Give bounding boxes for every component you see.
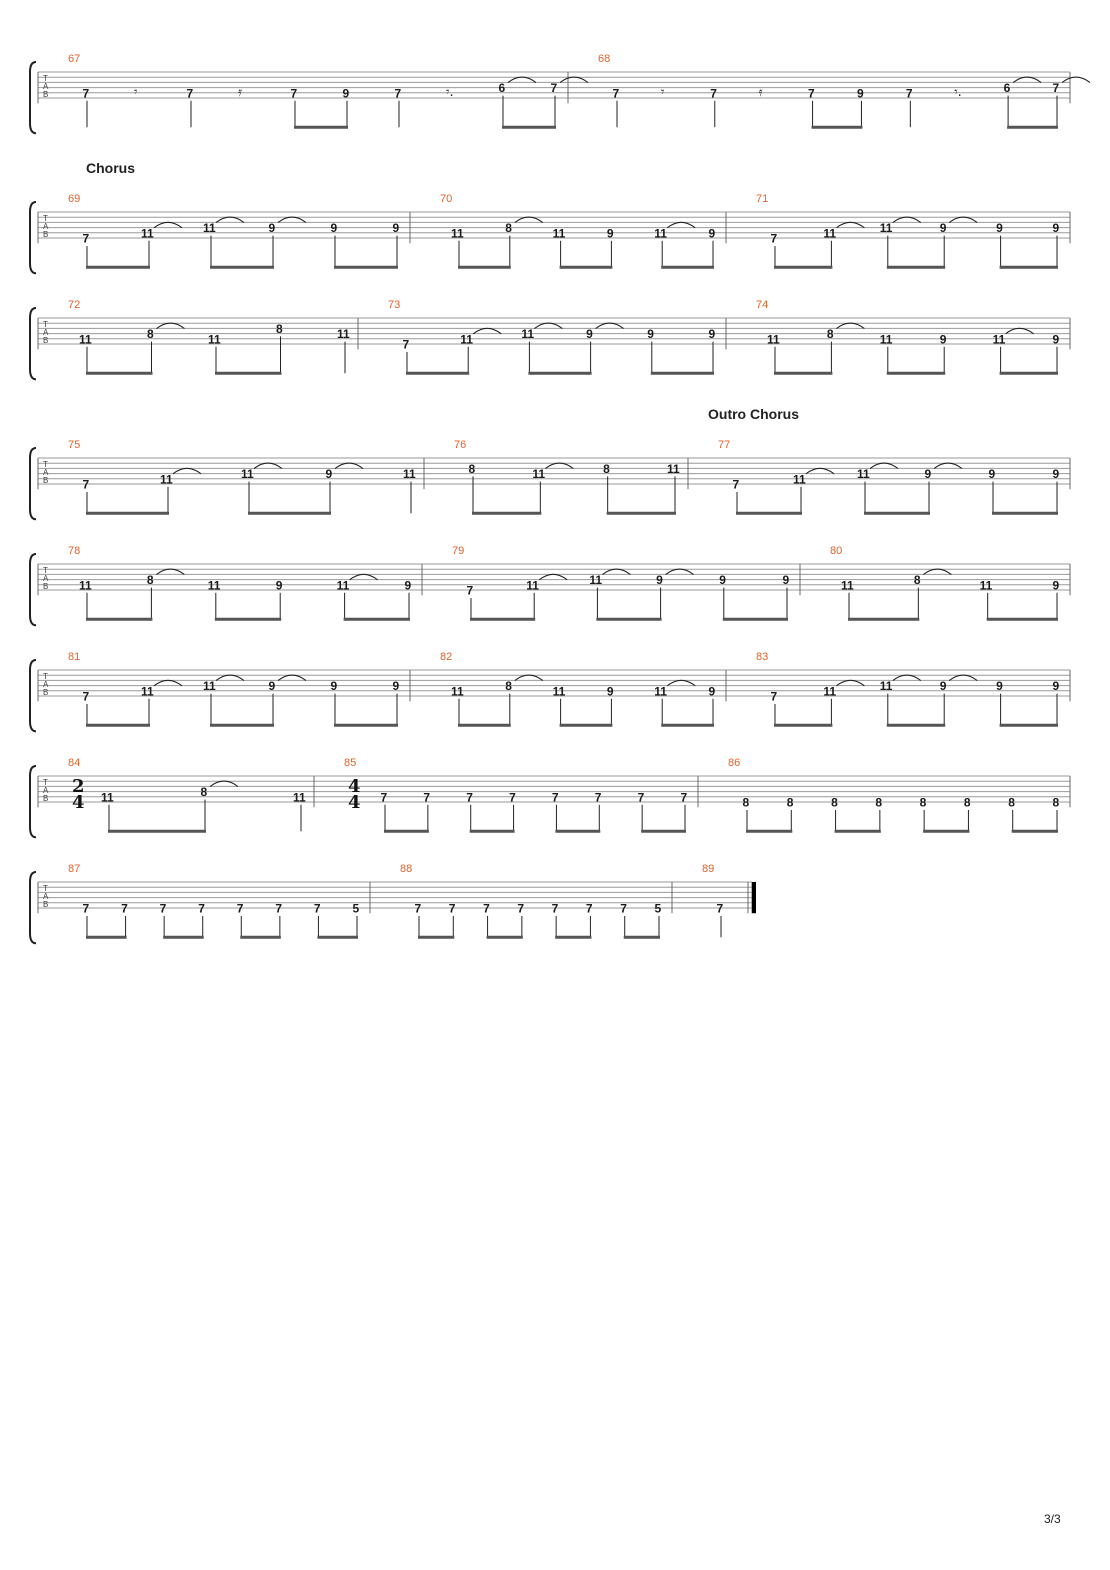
fret-number: 9 [939,221,947,236]
fret-number: 5 [352,901,360,916]
fret-number: 11 [336,578,350,593]
fret-number: 11 [337,327,350,342]
fret-number: 7 [551,790,559,805]
fret-number: 7 [186,86,194,101]
fret-number: 8 [919,795,927,810]
fret-number: 11 [979,578,993,593]
fret-number: 11 [203,679,216,694]
fret-number: 11 [992,332,1006,347]
fret-number: 11 [293,790,306,805]
fret-number: 7 [82,689,90,704]
fret-number: 7 [1052,81,1060,96]
tab-clef-letter: B [43,336,49,345]
tie-arc [949,675,977,681]
tie-arc [515,675,543,681]
fret-number: 5 [654,901,662,916]
fret-number: 9 [708,226,716,241]
fret-number: 7 [716,901,724,916]
fret-number: 11 [521,327,535,342]
fret-number: 7 [380,790,388,805]
fret-number: 9 [1052,578,1060,593]
tab-clef-letter: B [43,230,49,239]
fret-number: 9 [342,86,350,101]
fret-number: 11 [241,467,254,482]
fret-number: 11 [879,679,893,694]
fret-number: 7 [290,86,298,101]
tab-clef-letter: A [43,82,49,91]
fret-number: 11 [823,226,837,241]
fret-number: 11 [526,578,539,593]
fret-number: 9 [606,226,614,241]
fret-number: 7 [448,901,456,916]
fret-number: 9 [404,578,412,593]
tab-clef-letter: T [43,460,48,469]
fret-number: 9 [708,327,716,342]
fret-number: 7 [198,901,205,916]
fret-number: 7 [82,477,90,492]
fret-number: 11 [654,226,667,241]
fret-number: 7 [594,790,602,805]
system-bracket [30,660,36,731]
tab-clef-letter: T [43,566,48,575]
tie-arc [508,77,536,83]
fret-number: 7 [770,689,778,704]
fret-number: 9 [586,327,593,342]
tab-clef-letter: B [43,794,49,803]
time-signature-bottom: 4 [72,792,85,813]
fret-number: 9 [939,332,947,347]
fret-number: 11 [141,226,154,241]
measure-number: 89 [702,863,715,875]
rest-symbol: 𝄿 [758,85,763,100]
fret-number: 11 [451,226,464,241]
fret-number: 11 [654,684,667,699]
measure-number: 84 [68,757,81,769]
fret-number: 8 [505,679,512,694]
fret-number: 11 [79,332,92,347]
system-bracket [30,554,36,625]
fret-number: 9 [392,221,400,236]
measure-number: 86 [728,757,741,769]
fret-number: 8 [826,327,834,342]
measure-number: 71 [756,193,769,205]
tab-clef-letter: T [43,672,48,681]
measure-number: 67 [68,53,81,65]
fret-number: 9 [1052,679,1060,694]
measure-number: 83 [756,651,769,663]
measure-number: 75 [68,439,81,451]
tab-clef-letter: T [43,214,48,223]
tab-clef-letter: B [43,582,49,591]
tie-arc [473,328,501,334]
tab-clef-letter: A [43,222,49,231]
tie-arc [210,781,238,787]
tie-arc [254,463,282,469]
system-bracket [30,202,36,273]
tab-clef-letter: A [43,328,49,337]
fret-number: 9 [996,221,1003,236]
fret-number: 11 [841,578,854,593]
fret-number: 7 [466,583,474,598]
tab-clef-letter: B [43,476,49,485]
fret-number: 9 [1052,332,1060,347]
tie-arc [836,222,864,228]
measure-number: 68 [598,53,611,65]
tie-arc [350,574,378,580]
fret-number: 8 [831,795,838,810]
system-bracket [30,308,36,379]
tie-arc [545,463,573,469]
fret-number: 9 [268,679,276,694]
rest-symbol: 𝄾. [446,85,454,100]
tie-arc [1062,77,1090,83]
tie-arc [870,463,898,469]
fret-number: 8 [786,795,794,810]
tie-arc [157,323,185,329]
fret-number: 7 [620,901,627,916]
tie-arc [667,222,695,228]
fret-number: 7 [275,901,283,916]
fret-number: 7 [732,477,740,492]
tab-clef-letter: A [43,786,49,795]
tie-arc [949,217,977,223]
tab-clef-letter: T [43,74,48,83]
fret-number: 7 [550,81,558,96]
measure-number: 72 [68,299,81,311]
fret-number: 11 [793,472,806,487]
rest-symbol: 𝄾. [954,85,962,100]
tab-clef-letter: T [43,884,48,893]
tie-arc [560,77,588,83]
tie-arc [539,574,567,580]
fret-number: 9 [988,467,996,482]
tie-arc [515,217,543,223]
rest-symbol: 𝄾 [660,85,665,100]
fret-number: 11 [552,226,566,241]
tie-arc [335,463,363,469]
fret-number: 11 [207,578,221,593]
tab-clef-letter: A [43,468,49,477]
section-label: Outro Chorus [708,406,799,422]
tie-arc [216,217,244,223]
tab-clef-letter: T [43,778,48,787]
measure-number: 74 [756,299,769,311]
fret-number: 11 [203,221,216,236]
fret-number: 7 [808,86,815,101]
fret-number: 7 [466,790,473,805]
fret-number: 8 [468,461,476,476]
fret-number: 7 [517,901,525,916]
fret-number: 8 [913,573,921,588]
fret-number: 7 [423,790,431,805]
fret-number: 11 [552,684,566,699]
fret-number: 11 [767,332,780,347]
fret-number: 7 [770,231,778,246]
fret-number: 8 [603,461,610,476]
tab-clef-letter: B [43,900,49,909]
fret-number: 9 [606,684,614,699]
fret-number: 7 [585,901,593,916]
fret-number: 8 [742,795,750,810]
fret-number: 9 [325,467,333,482]
measure-number: 70 [440,193,453,205]
fret-number: 8 [875,795,883,810]
fret-number: 11 [460,332,473,347]
fret-number: 7 [612,86,620,101]
tab-clef-letter: B [43,90,49,99]
measure-number: 77 [718,439,731,451]
time-signature-top: 2 [72,776,85,797]
tie-arc [806,468,834,474]
fret-number: 11 [79,578,92,593]
fret-number: 8 [1008,795,1015,810]
fret-number: 9 [924,467,932,482]
tie-arc [836,323,864,329]
tie-arc [1006,328,1034,334]
measure-number: 80 [830,545,843,557]
system-bracket [30,766,36,837]
fret-number: 11 [589,573,603,588]
time-signature-bottom: 4 [348,792,361,813]
fret-number: 9 [708,684,716,699]
system-bracket [30,872,36,943]
fret-number: 9 [939,679,947,694]
fret-number: 11 [451,684,464,699]
fret-number: 9 [275,578,283,593]
fret-number: 11 [160,472,173,487]
fret-number: 11 [857,467,870,482]
page-number: 3/3 [1044,1512,1061,1526]
fret-number: 7 [680,790,688,805]
fret-number: 9 [856,86,864,101]
fret-number: 8 [963,795,971,810]
fret-number: 7 [313,901,321,916]
fret-number: 11 [403,467,416,482]
fret-number: 9 [392,679,400,694]
tie-arc [893,217,921,223]
fret-number: 9 [996,679,1003,694]
rest-symbol: 𝄿 [238,85,242,100]
tie-arc [893,675,921,681]
tie-arc [934,463,962,469]
tie-arc [596,323,624,329]
fret-number: 7 [402,337,410,352]
fret-number: 11 [141,684,154,699]
fret-number: 7 [483,901,490,916]
measure-number: 87 [68,863,81,875]
fret-number: 7 [414,901,422,916]
fret-number: 11 [208,332,221,347]
fret-number: 6 [498,81,506,96]
fret-number: 9 [268,221,276,236]
time-signature-top: 4 [348,776,361,797]
fret-number: 11 [879,221,893,236]
fret-number: 7 [82,231,90,246]
fret-number: 7 [509,790,516,805]
fret-number: 8 [200,785,208,800]
tie-arc [173,468,201,474]
tie-arc [666,569,694,575]
tie-arc [1013,77,1041,83]
fret-number: 7 [394,86,402,101]
fret-number: 7 [82,901,90,916]
fret-number: 6 [1003,81,1011,96]
fret-number: 11 [101,790,114,805]
fret-number: 7 [905,86,913,101]
measure-number: 76 [454,439,467,451]
tab-clef-letter: A [43,680,49,689]
fret-number: 9 [782,573,790,588]
tie-arc [836,680,864,686]
fret-number: 9 [1052,221,1060,236]
tab-clef-letter: B [43,688,49,697]
tab-clef-letter: A [43,574,49,583]
fret-number: 7 [159,901,167,916]
fret-number: 8 [147,327,154,342]
tab-clef-letter: T [43,320,48,329]
fret-number: 11 [667,461,680,476]
tie-arc [278,217,306,223]
fret-number: 11 [532,467,546,482]
fret-number: 9 [1052,467,1060,482]
system-bracket [30,62,36,133]
measure-number: 82 [440,651,453,663]
measure-number: 79 [452,545,465,557]
tab-clef-letter: A [43,892,49,901]
tie-arc [667,680,695,686]
fret-number: 7 [637,790,645,805]
tie-arc [278,675,306,681]
fret-number: 11 [823,684,837,699]
measure-number: 78 [68,545,81,557]
fret-number: 9 [330,221,338,236]
fret-number: 8 [276,321,283,336]
fret-number: 9 [330,679,338,694]
measure-number: 85 [344,757,357,769]
measure-number: 81 [68,651,81,663]
tie-arc [534,323,562,329]
fret-number: 8 [505,221,512,236]
fret-number: 9 [656,573,663,588]
fret-number: 7 [551,901,559,916]
fret-number: 7 [710,86,717,101]
fret-number: 9 [719,573,726,588]
fret-number: 7 [82,86,90,101]
fret-number: 11 [879,332,893,347]
tie-arc [154,680,182,686]
fret-number: 9 [647,327,654,342]
measure-number: 73 [388,299,401,311]
system-bracket [30,448,36,519]
tie-arc [216,675,244,681]
tie-arc [923,569,951,575]
fret-number: 8 [1052,795,1060,810]
fret-number: 7 [236,901,244,916]
measure-number: 69 [68,193,81,205]
measure-number: 88 [400,863,413,875]
tie-arc [156,569,184,575]
fret-number: 7 [121,901,128,916]
rest-symbol: 𝄾 [134,85,138,100]
tie-arc [602,569,630,575]
fret-number: 8 [146,573,154,588]
tie-arc [154,222,182,228]
section-label: Chorus [86,160,135,176]
final-barline-thick [752,882,756,913]
